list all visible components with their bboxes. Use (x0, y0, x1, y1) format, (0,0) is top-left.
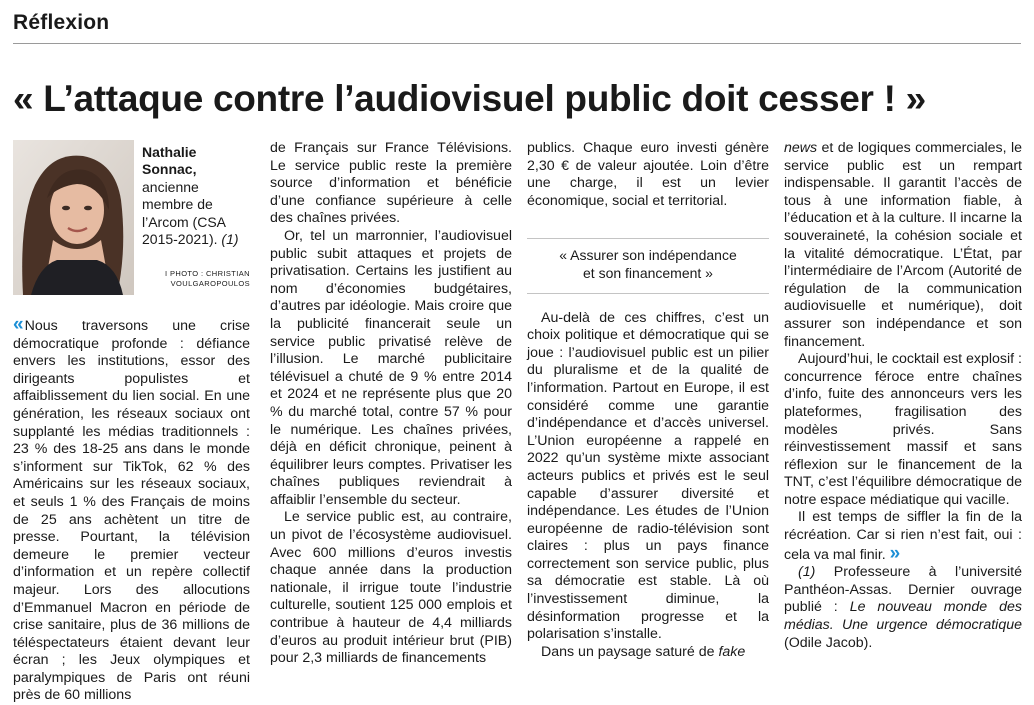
paragraph: Aujourd’hui, le cocktail est explosif : concurrence féroce entre chaînes d’info, fuite des annonceurs vers les plateformes, fragilisation des modèles privés. Sans réinvestissement massif et sans réflexion sur le financement de la TNT, c’est l’équilibre démocratique de notre espace médiatique qui vacille. (784, 351, 1022, 508)
photo-credit-line-1: I PHOTO : CHRISTIAN (165, 269, 250, 278)
paragraph (13, 316, 250, 705)
footnote-publisher: (Odile Jacob). (784, 634, 873, 651)
author-box (13, 140, 250, 316)
paragraph (784, 509, 1022, 564)
pull-quote (527, 238, 769, 293)
author-caption (142, 144, 252, 248)
column-3 (527, 140, 769, 661)
emphasis: news (784, 140, 818, 156)
paragraph: Le service public est, au contraire, un pivot de l’écosystème audiovisuel. Avec 600 millions d’euros investis chaque année dans la production nationale, il irrigue toute l’industrie culturelle, soutient 125 000 emplois et contribue à hauteur de 4,4 milliards d’euros au produit intérieur brut (PIB) pour 2,3 milliards de financements (270, 509, 512, 667)
photo-credit-line-2: VOULGAROPOULOS (170, 279, 250, 288)
paragraph-text: et de logiques commerciales, le service public est un rempart indispensable. Il garantit l’accès de tous à une information fiable, à l’éducation et à la culture. Il incarne la souveraineté, la cohésion sociale et la vitalité démocratique. L’État, par l’intermédiaire de l’Arcom (Autorité de régulation de la communication audiovisuelle et numérique), doit assurer son indépendance et son financement. (784, 140, 1022, 350)
paragraph: publics. Chaque euro investi génère 2,30 € de valeur ajoutée. Loin d’être une charge, il est un levier économique, social et territorial. (527, 140, 769, 209)
paragraph-text: Dans un paysage saturé de (541, 643, 719, 660)
footnote-text: Professeure à l’université Panthéon-Assas. Dernier ouvrage publié : (784, 564, 1022, 616)
close-quote-icon: » (889, 542, 898, 564)
paragraph: de Français sur France Télévisions. Le service public reste la première source d’information et bénéficie d’une confiance supérieure à celle des chaînes privées. (270, 140, 512, 227)
article-headline: « L’attaque contre l’audiovisuel public doit cesser ! » (13, 78, 926, 119)
author-name: Nathalie Sonnac, (142, 144, 197, 178)
section-rubric: Réflexion (13, 11, 110, 34)
author-role: ancienne membre de l’Arcom (CSA 2015-2021). (142, 178, 226, 248)
column-1 (13, 140, 250, 705)
open-quote-icon: « (13, 314, 21, 335)
paragraph: Au-delà de ces chiffres, c’est un choix politique et démocratique qui se joue : l’audiovisuel public est un pilier du pluralisme et de la qualité de l’information. Partout en Europe, il est considéré comme une garantie d’indépendance et d’accès universel. L’Union européenne a rappelé en 2022 qu’un système mixte associant acteurs publics et privés est le seul capable d’assurer diversité et indépendance. Les études de l’Union européenne de radio-télévision sont claires : plus un pays finance correctement son service public, plus sa démocratie est stable. Là où l’investissement diminue, la désinformation progresse et la polarisation s’installe. (527, 309, 769, 643)
column-2 (270, 140, 512, 668)
header-rule (13, 43, 1021, 44)
paragraph-text: Nous traversons une crise démocratique profonde : défiance envers les institutions, essor des dirigeants populistes et affaiblissement du lien social. En une génération, les réseaux sociaux ont supplanté les médias traditionnels : 23 % des 18-25 ans dans le monde s’informent sur TikTok, 62 % des Américains sur les réseaux sociaux, et seuls 1 % des Français de moins de 25 ans achètent un titre de presse. Pourtant, la télévision demeure le premier vecteur d’information et un repère collectif majeur. Lors des allocutions d’Emmanuel Macron en période de crise sanitaire, plus de 36 millions de téléspectateurs étaient devant leur écran ; les Jeux olympiques et paralympiques de Paris ont réuni près de 60 millions (13, 318, 250, 704)
footnote (784, 564, 1022, 652)
paragraph-text: Il est temps de siffler la fin de la récréation. Car si rien n’est fait, oui : cela va mal finir. (784, 509, 1022, 563)
paragraph: Or, tel un marronnier, l’audiovisuel public subit attaques et projets de privatisation. Certains les justifient au nom d’économies budgétaires, d’autres par idéologie. Mais croire que la publicité financerait seule un service public privatisé relève de l’illusion. Le marché publicitaire télévisuel a chuté de 9 % entre 2014 et 2024 et ne représente plus que 20 % du marché total, contre 57 % pour le numérique. Les chaînes privées, déjà en déficit chronique, peinent à équilibrer leurs comptes. Privatiser les chaînes publiques reviendrait à affaiblir l’ensemble du secteur. (270, 227, 512, 508)
emphasis: fake (718, 643, 746, 660)
footnote-book: Le nouveau monde des médias. Une urgence démocratique (784, 599, 1022, 634)
paragraph (784, 140, 1022, 351)
pull-quote-line-1: « Assurer son indépendance (559, 247, 737, 264)
column-4 (784, 140, 1022, 652)
photo-credit (165, 269, 250, 289)
author-note-ref: (1) (221, 231, 239, 248)
footnote-ref: (1) (798, 564, 816, 581)
pull-quote-line-2: et son financement » (583, 264, 713, 281)
author-portrait (13, 140, 134, 295)
paragraph (527, 644, 769, 662)
